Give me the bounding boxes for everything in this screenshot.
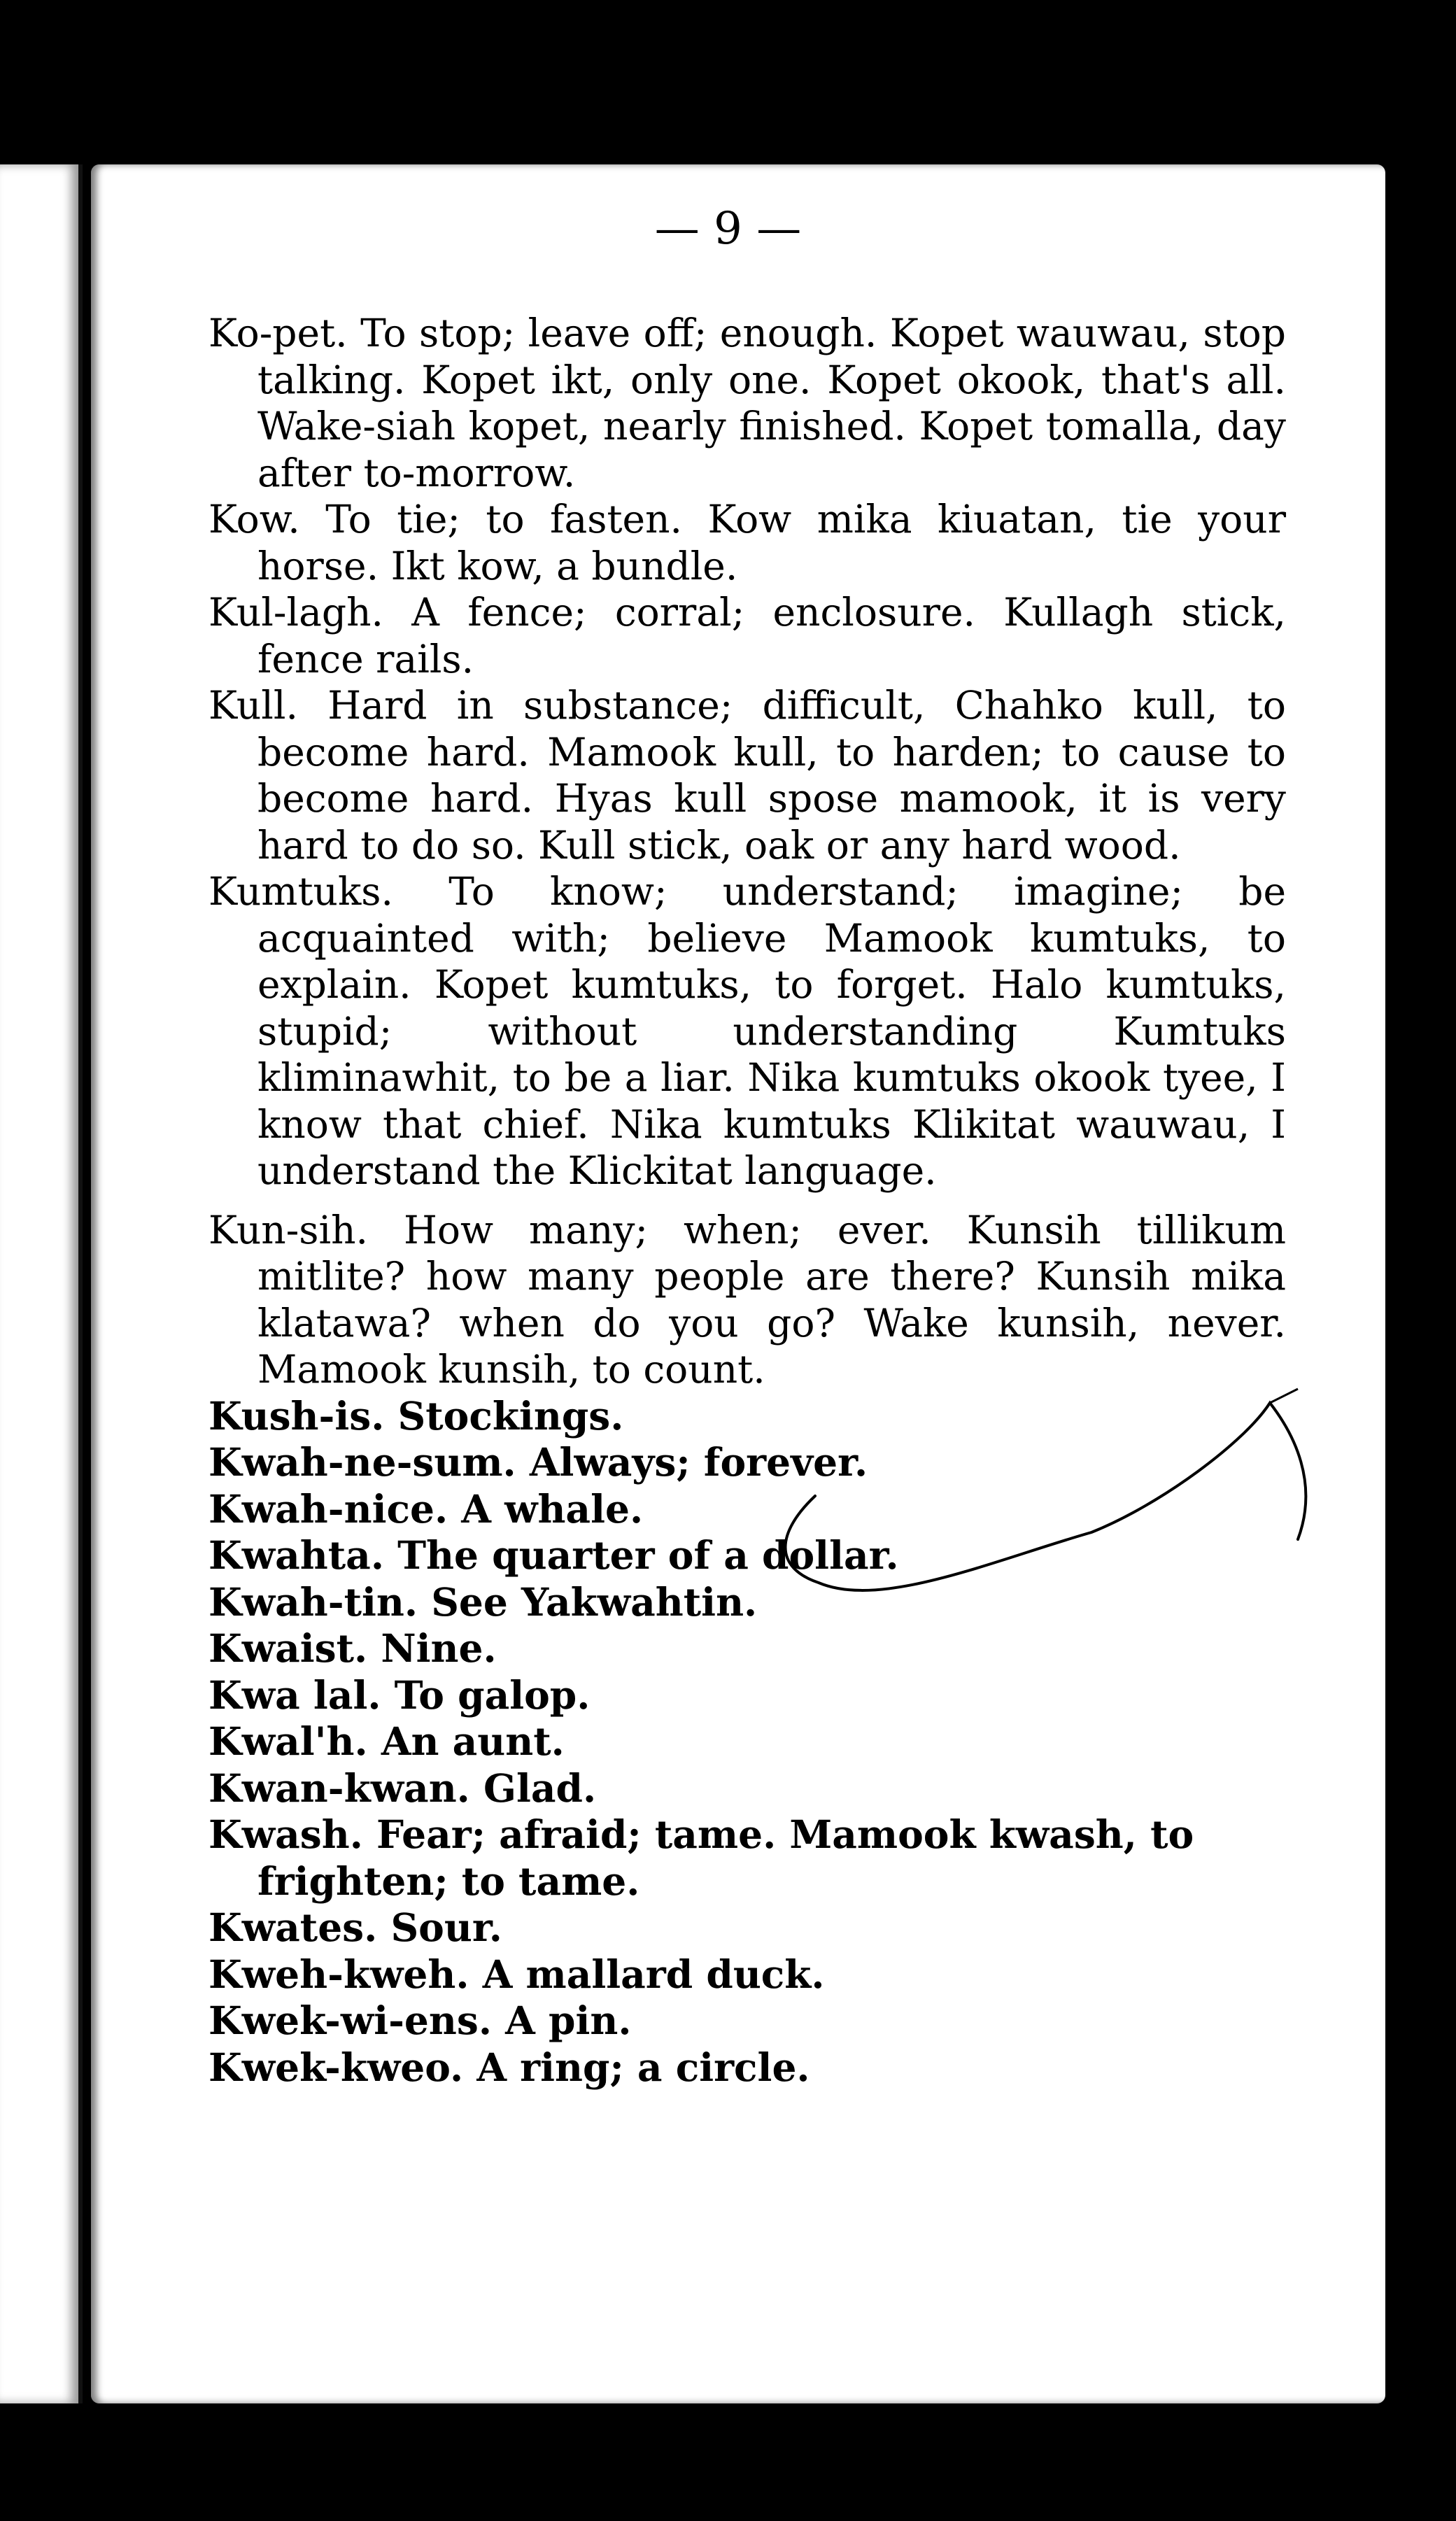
entry-term: Ko-pet. xyxy=(208,311,348,355)
dictionary-entry xyxy=(208,1579,1286,1626)
dictionary-entry xyxy=(208,2045,1286,2091)
entry-term: Kwah-nice. xyxy=(208,1485,448,1532)
dictionary-entry xyxy=(208,1718,1286,1765)
dictionary-entries xyxy=(208,310,1286,2091)
entry-term: Kwaist. xyxy=(208,1625,368,1671)
dictionary-entry xyxy=(208,1951,1286,1998)
entry-definition: A pin. xyxy=(505,1998,632,2043)
entry-term: Kwash. xyxy=(208,1812,363,1857)
entry-term: Kweh-kweh. xyxy=(208,1951,469,1997)
facing-page-edge xyxy=(0,164,83,2403)
dictionary-entry xyxy=(208,1672,1286,1719)
entry-definition: To tie; to fasten. Kow mika kiuatan, tie your horse. Ikt kow, a bundle. xyxy=(257,497,1286,588)
entry-term: Kwah-ne-sum. xyxy=(208,1439,516,1485)
entry-term: Kwa lal. xyxy=(208,1672,381,1718)
dictionary-entry xyxy=(208,1998,1286,2045)
dictionary-entry xyxy=(208,1393,1286,1440)
entry-term: Kow. xyxy=(208,497,300,542)
dictionary-entry xyxy=(208,682,1286,868)
dictionary-entry xyxy=(208,496,1286,589)
dictionary-entry xyxy=(208,310,1286,496)
entry-term: Kwah-tin. xyxy=(208,1579,418,1625)
dictionary-entry xyxy=(208,1532,1286,1579)
entry-definition: Sour. xyxy=(390,1905,502,1950)
entry-definition: An aunt. xyxy=(381,1718,565,1764)
dictionary-entry xyxy=(208,1625,1286,1672)
dictionary-entry xyxy=(208,589,1286,682)
entry-definition: To know; understand; imagine; be acquainted with; believe Mamook kumtuks, to explain. Kopet kumtuks, to forget. Halo kumtuks, stupid; without understanding Kumtuks kliminawhit, to be a liar. Nika kumtuks okook tyee, I know that chief. Nika kumtuks Klikitat wauwau, I understand the Klickitat language. xyxy=(257,869,1286,1193)
entry-definition: A fence; corral; enclosure. Kullagh stick, fence rails. xyxy=(257,590,1287,682)
entry-term: Kwek-kweo. xyxy=(208,2044,464,2090)
entry-definition: Fear; afraid; tame. Mamook kwash, to frighten; to tame. xyxy=(257,1812,1194,1904)
entry-term: Kwek-wi-ens. xyxy=(208,1998,493,2043)
entry-term: Kush-is. xyxy=(208,1392,385,1439)
dictionary-entry xyxy=(208,1905,1286,1951)
dictionary-entry xyxy=(208,1439,1286,1486)
entry-term: Kwal'h. xyxy=(208,1718,368,1764)
entry-definition: Nine. xyxy=(381,1625,497,1671)
dictionary-entry xyxy=(208,1812,1286,1905)
entry-term: Kumtuks. xyxy=(208,869,394,914)
entry-definition: See Yakwahtin. xyxy=(431,1579,758,1625)
entry-definition: A mallard duck. xyxy=(482,1951,825,1997)
dictionary-entry xyxy=(208,1765,1286,1812)
entry-term: Kwates. xyxy=(208,1905,378,1950)
entry-term: Kul-lagh. xyxy=(208,590,383,635)
dictionary-entry xyxy=(208,1207,1286,1393)
entry-definition: A ring; a circle. xyxy=(476,2044,810,2090)
entry-definition: How many; when; ever. Kunsih tillikum mitlite? how many people are there? Kunsih mika klatawa? when do you go? Wake kunsih, never. Mamook kunsih, to count. xyxy=(257,1207,1286,1392)
page-number: — 9 — xyxy=(654,203,802,255)
entry-term: Kun-sih. xyxy=(208,1207,369,1252)
entry-term: Kull. xyxy=(208,683,298,728)
entry-definition: The quarter of a dollar. xyxy=(397,1532,899,1578)
entry-definition: To stop; leave off; enough. Kopet wauwau, stop talking. Kopet ikt, only one. Kopet okook, that's all. Wake-siah kopet, nearly finished. Kopet tomalla, day after to-morrow. xyxy=(257,311,1286,495)
entry-term: Kwahta. xyxy=(208,1532,384,1578)
entry-definition: Glad. xyxy=(483,1765,597,1811)
entry-term: Kwan-kwan. xyxy=(208,1765,470,1811)
entry-definition: Stockings. xyxy=(397,1392,624,1439)
dictionary-entry xyxy=(208,868,1286,1194)
entry-definition: Hard in substance; difficult, Chahko kull, to become hard. Mamook kull, to harden; to cause to become hard. Hyas kull spose mamook, it is very hard to do so. Kull stick, oak or any hard wood. xyxy=(257,683,1286,868)
dictionary-entry xyxy=(208,1486,1286,1533)
entry-definition: A whale. xyxy=(461,1485,644,1532)
entry-definition: To galop. xyxy=(394,1672,591,1718)
entry-definition: Always; forever. xyxy=(529,1439,868,1485)
